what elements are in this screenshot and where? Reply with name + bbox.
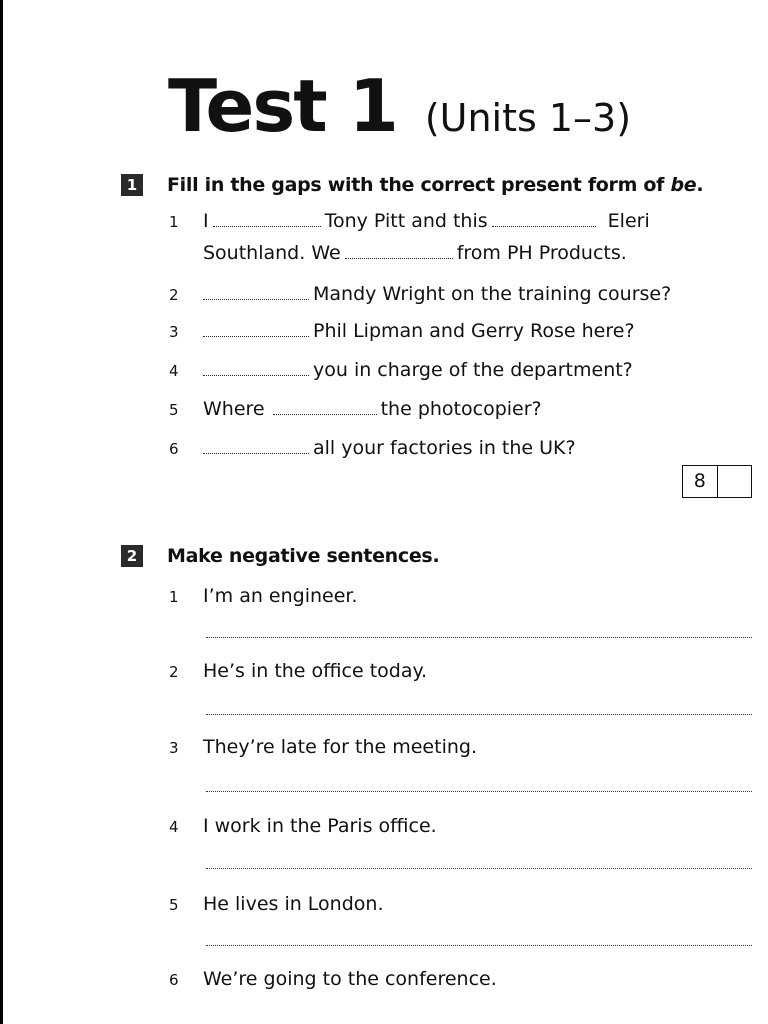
- exercise-1-item-1-continued: [203, 242, 627, 264]
- exercise-2-answer-line-5[interactable]: [206, 945, 752, 946]
- exercise-2-item-5: [169, 893, 384, 915]
- exercise-1-heading: [121, 174, 703, 196]
- answer-gap[interactable]: [345, 257, 453, 259]
- item-number: 4: [169, 362, 179, 380]
- exercise-2-item-1: [169, 585, 358, 607]
- answer-gap[interactable]: [492, 225, 596, 227]
- item-number: 2: [169, 663, 179, 681]
- item-text: Where: [203, 398, 265, 420]
- item-text: Eleri: [607, 210, 650, 232]
- exercise-2-answer-line-4[interactable]: [206, 868, 752, 869]
- instruction-period: .: [696, 174, 704, 196]
- exercise-1-item-1: [169, 210, 650, 232]
- answer-gap[interactable]: [213, 225, 321, 227]
- exercise-1-item-5: [169, 398, 542, 420]
- max-score: 8: [693, 470, 706, 492]
- item-text: Tony Pitt and this: [324, 210, 488, 232]
- exercise-2-answer-line-1[interactable]: [206, 637, 752, 638]
- item-number: 3: [169, 323, 179, 341]
- exercise-2-answer-line-2[interactable]: [206, 714, 752, 715]
- exercise-2-item-6: [169, 968, 497, 990]
- item-text: I: [203, 210, 209, 232]
- item-text: Phil Lipman and Gerry Rose here?: [313, 320, 635, 342]
- exercise-2-item-3: [169, 736, 477, 758]
- exercise-2-item-2: [169, 660, 427, 682]
- item-text: He’s in the office today.: [203, 660, 428, 682]
- exercise-1-item-3: [169, 320, 635, 342]
- item-number: 1: [169, 213, 179, 231]
- item-text: They’re late for the meeting.: [203, 736, 477, 758]
- item-text: We’re going to the conference.: [203, 968, 497, 990]
- answer-gap[interactable]: [203, 335, 309, 337]
- exercise-2-answer-line-3[interactable]: [206, 791, 752, 792]
- item-text: He lives in London.: [203, 893, 384, 915]
- item-number: 2: [169, 286, 179, 304]
- item-text: I’m an engineer.: [203, 585, 358, 607]
- exercise-2-item-4: [169, 815, 437, 837]
- item-text: all your factories in the UK?: [313, 437, 576, 459]
- exercise-2-instruction: Make negative sentences.: [167, 545, 440, 567]
- exercise-1-instruction: [167, 174, 703, 196]
- answer-gap[interactable]: [203, 298, 309, 300]
- score-entry-cell[interactable]: [717, 466, 752, 497]
- exercise-1-score-box: [682, 465, 752, 498]
- item-number: 3: [169, 739, 179, 757]
- instruction-emphasis: be: [670, 174, 697, 196]
- exercise-1-item-4: [169, 359, 633, 381]
- answer-gap[interactable]: [203, 452, 309, 454]
- item-number: 1: [169, 588, 179, 606]
- item-text: Southland. We: [203, 242, 341, 264]
- item-number: 4: [169, 818, 179, 836]
- page-title: [168, 64, 631, 148]
- exercise-2-number-badge: 2: [121, 545, 143, 567]
- exercise-2-heading: [121, 545, 439, 567]
- item-text: the photocopier?: [380, 398, 542, 420]
- item-number: 6: [169, 971, 179, 989]
- answer-gap[interactable]: [203, 374, 309, 376]
- instruction-text: Fill in the gaps with the correct present form of: [167, 174, 671, 196]
- answer-gap[interactable]: [273, 413, 377, 415]
- exercise-1-item-6: [169, 437, 576, 459]
- item-text: you in charge of the department?: [313, 359, 633, 381]
- title-units: (Units 1–3): [424, 96, 632, 140]
- item-text: from PH Products.: [456, 242, 627, 264]
- exercise-1-number-badge: 1: [121, 174, 143, 196]
- item-number: 5: [169, 401, 179, 419]
- item-number: 6: [169, 440, 179, 458]
- item-text: Mandy Wright on the training course?: [313, 283, 672, 305]
- title-main: Test 1: [168, 64, 397, 148]
- exercise-1-item-2: [169, 283, 671, 305]
- item-number: 5: [169, 896, 179, 914]
- item-text: I work in the Paris office.: [203, 815, 437, 837]
